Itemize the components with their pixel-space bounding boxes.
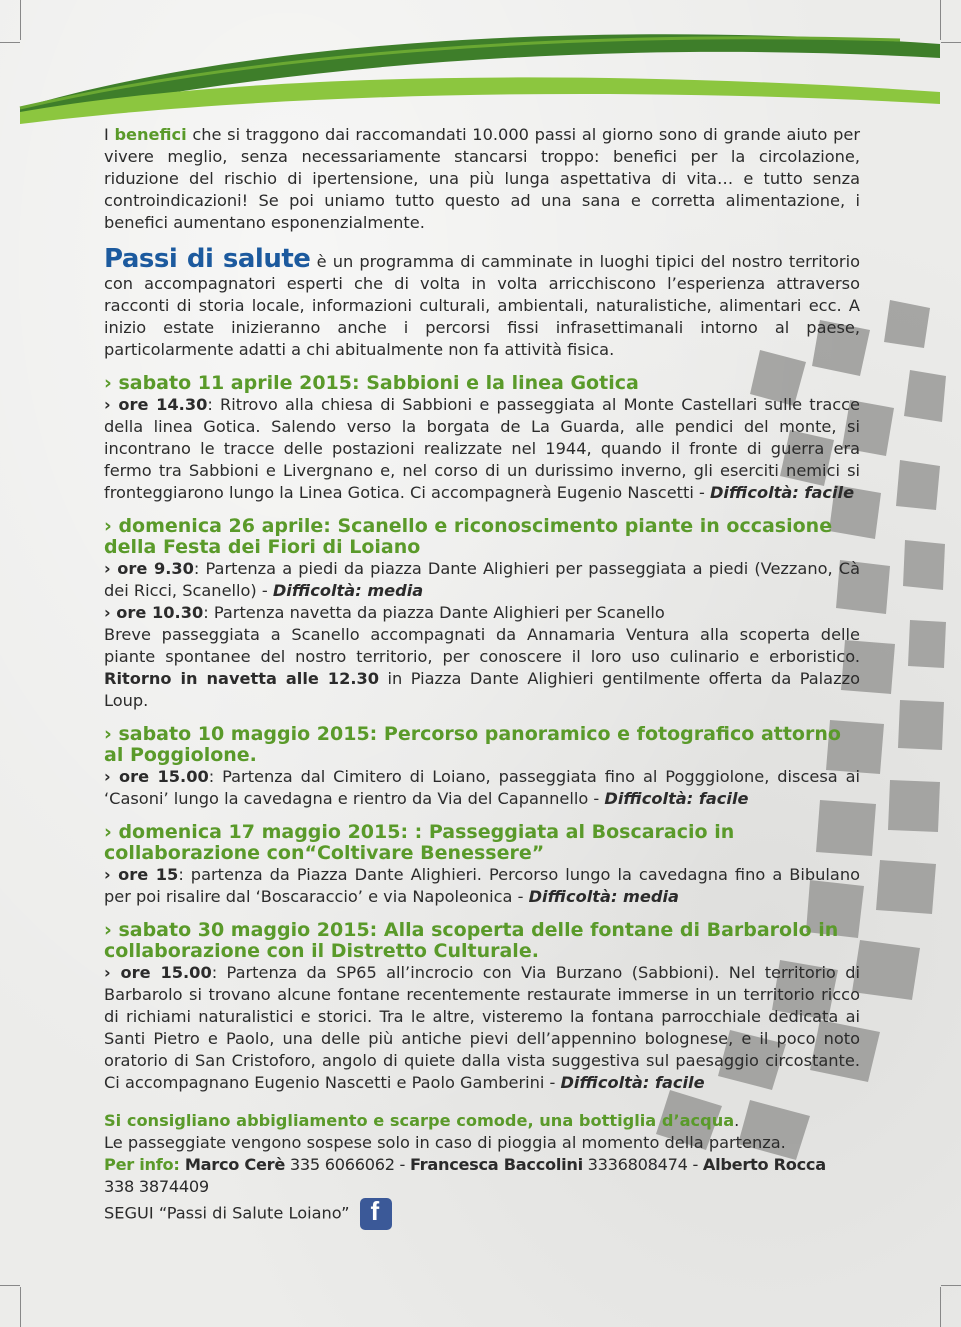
event-description	[104, 624, 860, 712]
event-text: : Partenza a piedi da piazza Dante Alighieri per passeggiata a piedi (Vezzano, Cà dei Ricci, Scanello) -	[104, 559, 860, 600]
crop-mark	[0, 1285, 20, 1286]
contact-phone: 338 3874409	[104, 1177, 209, 1196]
event-description	[104, 394, 860, 504]
event-time: › ore 15.00	[104, 767, 209, 786]
benefici-highlight: benefici	[114, 125, 187, 144]
event-difficulty: Difficoltà: media	[528, 887, 679, 906]
contacts-line: Per info: Marco Cerè 335 6066062 - Francesca Baccolini 3336808474 - Alberto Rocca 338 3874409	[104, 1155, 826, 1196]
event-description	[104, 558, 860, 602]
green-swoosh-decoration	[0, 0, 961, 140]
facebook-icon[interactable]	[360, 1198, 392, 1230]
event-item	[104, 516, 860, 712]
event-text: : Ritrovo alla chiesa di Sabbioni e passeggiata al Monte Castellari sulle tracce della linea Gotica. Salendo verso la borgata de La Guarda, alle pendici del monte, si incontrano le tracce delle postazioni realizzate nel 1944, quando il fronte di guerra era fermo tra Sabbioni e Livergnano e, nel corso di un durissimo inverno, gli eserciti nemici si fronteggiarono lungo la Linea Gotica. Ci accompagnerà Eugenio Nascetti -	[104, 395, 860, 502]
event-description	[104, 602, 860, 624]
crop-mark	[941, 1285, 961, 1286]
event-difficulty: Difficoltà: media	[272, 581, 424, 600]
event-difficulty: Difficoltà: facile	[560, 1073, 705, 1092]
passi-paragraph	[104, 244, 860, 361]
follow-text: SEGUI “Passi di Salute Loiano”	[104, 1203, 350, 1223]
event-title: › domenica 17 maggio 2015: : Passeggiata al Boscaracio in collaborazione con“Coltivare Benessere”	[104, 821, 735, 864]
event-text: in Piazza Dante Alighieri gentilmente offerta da Palazzo Loup.	[104, 669, 860, 710]
event-text: : Partenza dal Cimitero di Loiano, passeggiata fino al Pogggiolone, discesa ai ‘Casoni’ lungo la cavedagna e rientro da Via del Capannello -	[104, 767, 860, 808]
advice-line	[104, 1110, 860, 1132]
event-title: › sabato 30 maggio 2015: Alla scoperta delle fontane di Barbarolo in collaborazione con il Distretto Culturale.	[104, 919, 839, 962]
event-description	[104, 766, 860, 810]
event-title: › sabato 11 aprile 2015: Sabbioni e la linea Gotica	[104, 372, 639, 394]
event-description	[104, 962, 860, 1094]
program-description: è un programma di camminate in luoghi tipici del nostro territorio con accompagnatori esperti che di volta in volta arricchiscono l’esperienza attraverso racconti di storia locale, informazioni culturali, ambientali, naturalistiche, alimentari ecc. A inizio estate inizieranno anche i percorsi fissi infrasettimanali intorno al paese, particolarmente adatti a chi abitualmente non fa attività fisica.	[104, 252, 860, 359]
event-item	[104, 920, 860, 1094]
event-text: : partenza da Piazza Dante Alighieri. Percorso lungo la cavedagna fino a Bibulano per poi risalire dal ‘Boscaraccio’ e via Napoleonica -	[104, 865, 860, 906]
event-text: : Partenza navetta da piazza Dante Alighieri per Scanello	[203, 603, 665, 622]
intro-paragraph	[104, 124, 860, 234]
intro-text: che si traggono dai raccomandati 10.000 passi al giorno sono di grande aiuto per vivere meglio, senza necessariamente stancarsi troppo: benefici per la circolazione, riduzione del rischio di ipertensione, una più lunga aspettativa di vita… e tutto senza controindicazioni! Se poi uniamo tutto questo ad una sana e corretta alimentazione, i benefici aumentano esponenzialmente.	[104, 125, 860, 232]
event-item	[104, 822, 860, 908]
event-difficulty: Difficoltà: facile	[709, 483, 855, 502]
event-item	[104, 724, 860, 810]
info-label: Per info	[104, 1155, 174, 1174]
advice-text: Si consigliano abbigliamento e scarpe comode, una bottiglia d’acqua	[104, 1111, 735, 1130]
suspension-note: Le passeggiate vengono sospese solo in caso di pioggia al momento della partenza.	[104, 1133, 786, 1152]
event-text: : Partenza da SP65 all’incrocio con Via Burzano (Sabbioni). Nel territorio di Barbarolo si trovano alcune fontane recentemente restaurate immerse in un territorio ricco di richiami naturalistici e storici. Tra le altre, visteremo la fontana parrocchiale dedicata ai Santi Pietro e Paolo, una delle più antiche pievi dell’appennino bolognese, e il poco noto oratorio di San Cristoforo, angolo di quiete dalla vista suggestiva sul paesaggio circostante. Ci accompagnano Eugenio Nascetti e Paolo Gamberini -	[104, 963, 860, 1092]
event-time: › ore 9.30	[104, 559, 194, 578]
event-time: › ore 15	[104, 865, 179, 884]
event-time: › ore 10.30	[104, 603, 204, 622]
facebook-glyph: f	[370, 1196, 380, 1226]
contact-name: Marco Cerè	[184, 1155, 286, 1174]
contact-name: Francesca Baccolini	[409, 1155, 583, 1174]
event-difficulty: Difficoltà: facile	[604, 789, 749, 808]
event-time: › ore 15.00	[104, 963, 212, 982]
intro-text: I	[104, 125, 115, 144]
event-item	[104, 373, 860, 504]
follow-line	[104, 1198, 860, 1230]
event-title: › domenica 26 aprile: Scanello e riconoscimento piante in occasione della Festa dei Fiori di Loiano	[104, 515, 833, 558]
event-title: › sabato 10 maggio 2015: Percorso panoramico e fotografico attorno al Poggiolone.	[104, 723, 841, 766]
program-title: Passi di salute	[104, 244, 311, 274]
contact-name: Alberto Rocca	[702, 1155, 826, 1174]
footer	[104, 1110, 860, 1230]
event-time: › ore 14.30	[104, 395, 208, 414]
event-description	[104, 864, 860, 908]
contact-phone: 3336808474 -	[582, 1155, 703, 1174]
crop-mark	[20, 1287, 21, 1327]
contact-phone: 335 6066062 -	[285, 1155, 410, 1174]
flyer-content	[104, 124, 860, 1230]
event-text: Breve passeggiata a Scanello accompagnati da Annamaria Ventura alla scoperta delle piante spontanee del nostro territorio, per conoscere il loro uso culinario e erboristico.	[104, 625, 860, 666]
advice-end: .	[734, 1111, 740, 1130]
event-return-time: Ritorno in navetta alle 12.30	[104, 669, 380, 688]
crop-mark	[940, 1287, 941, 1327]
